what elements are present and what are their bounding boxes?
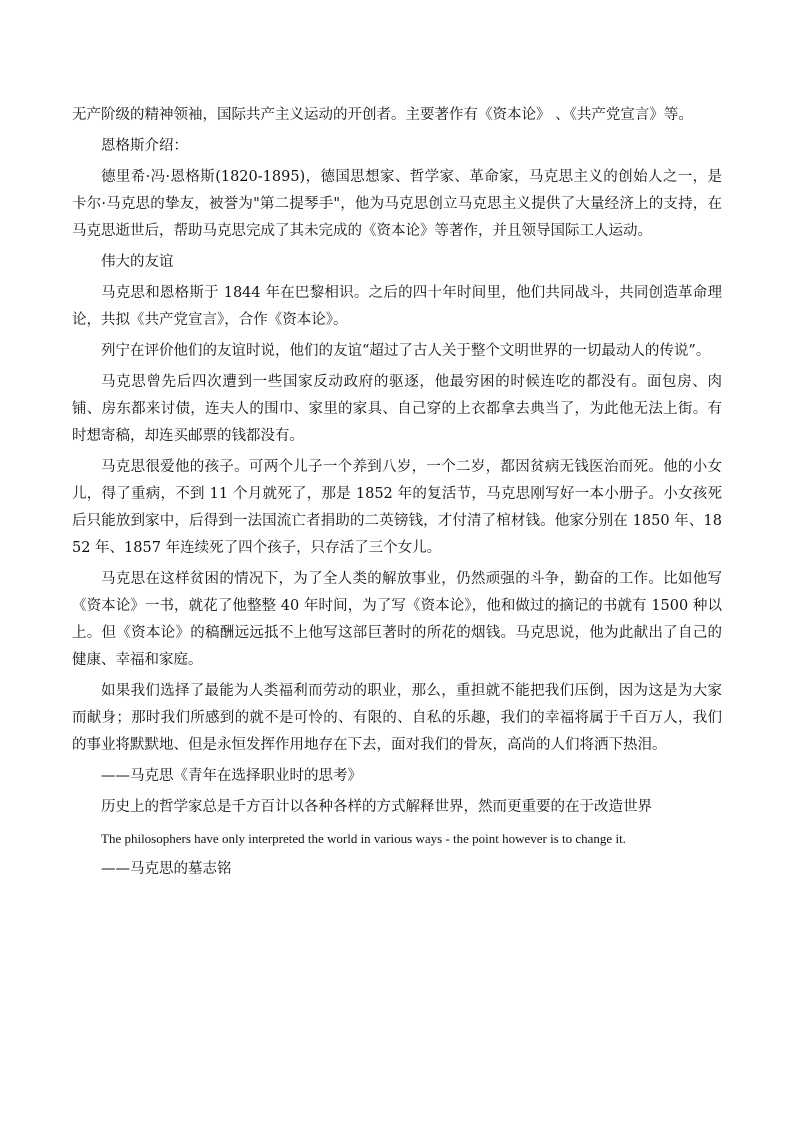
paragraph-career-quote: 如果我们选择了最能为人类福利而劳动的职业，那么，重担就不能把我们压倒，因为这是为大家而献身；那时我们所感到的就不是可怜的、有限的、自私的乐趣，我们的幸福将属于千百万人，我们的事业将默默地、但是永恒发挥作用地存在下去，面对我们的骨灰，高尚的人们将洒下热泪。 (72, 683, 722, 753)
epitaph-attribution: ——马克思的墓志铭 (101, 861, 232, 877)
paragraph-lenin-quote: 列宁在评价他们的友谊时说，他们的友谊“超过了古人关于整个文明世界的一切最动人的传说”。 (101, 343, 711, 359)
paragraph-engels-bio: 德里希·冯·恩格斯(1820-1895)，德国思想家、哲学家、革命家，马克思主义的创始人之一，是卡尔·马克思的挚友，被誉为"第二提琴手"，他为马克思创立马克思主义提供了大量经济上的支持，在马克思逝世后，帮助马克思完成了其未完成的《资本论》等著作，并且领导国际工人运动。 (72, 169, 722, 239)
paragraph-poverty: 马克思曾先后四次遭到一些国家反动政府的驱逐，他最穷困的时候连吃的都没有。面包房、肉铺、房东都来讨债，连夫人的围巾、家里的家具、自己穿的上衣都拿去典当了，为此他无法上街。有时想寄稿，却连买邮票的钱都没有。 (72, 374, 722, 444)
heading-great-friendship: 伟大的友谊 (101, 254, 174, 270)
paragraph-continuation: 无产阶级的精神领袖，国际共产主义运动的开创者。主要著作有《资本论》 、《共产党宣言》等。 (72, 107, 693, 123)
quote-attribution: ——马克思《青年在选择职业时的思考》 (101, 768, 362, 784)
epitaph-english: The philosophers have only interpreted the world in various ways - the point however is to change it. (101, 831, 626, 846)
paragraph-capital: 马克思在这样贫困的情况下，为了全人类的解放事业，仍然顽强的斗争，勤奋的工作。比如他写《资本论》一书，就花了他整整 40 年时间，为了写《资本论》，他和做过的摘记的书就有 1500 种以上。但《资本论》的稿酬远远抵不上他写这部巨著时的所花的烟钱。马克思说，他为此献出了自己的健康、幸福和家庭。 (72, 571, 722, 668)
heading-engels-intro: 恩格斯介绍： (101, 138, 188, 154)
epitaph-chinese: 历史上的哲学家总是千方百计以各种各样的方式解释世界，然而更重要的在于改造世界 (101, 799, 652, 815)
paragraph-friendship: 马克思和恩格斯于 1844 年在巴黎相识。之后的四十年时间里，他们共同战斗，共同创造革命理论，共拟《共产党宣言》，合作《资本论》。 (72, 285, 722, 328)
paragraph-children: 马克思很爱他的孩子。可两个儿子一个养到八岁，一个二岁，都因贫病无钱医治而死。他的小女儿，得了重病，不到 11 个月就死了，那是 1852 年的复活节，马克思刚写好一本小册子。小女孩死后只能放到家中，后得到一法国流亡者捐助的二英镑钱，才付清了棺材钱。他家分别在 1850 年、1852 年、1857 年连续死了四个孩子，只存活了三个女儿。 (72, 459, 722, 556)
